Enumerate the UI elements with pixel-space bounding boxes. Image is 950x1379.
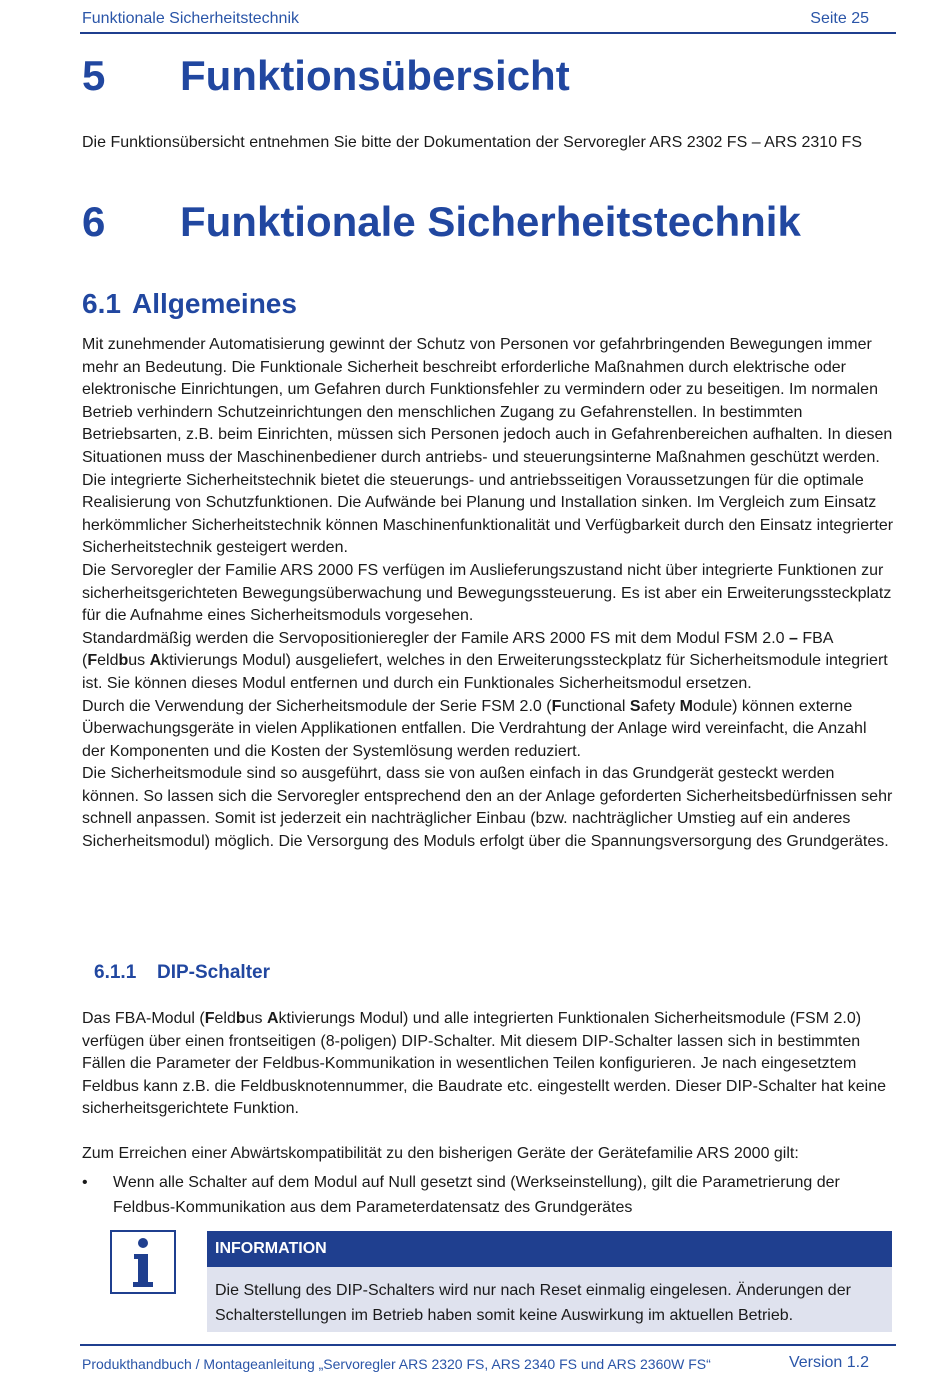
header-title: Funktionale Sicherheitstechnik <box>82 10 300 27</box>
text-run: – <box>789 629 798 647</box>
section-6-number: 6 <box>82 198 106 245</box>
text-run: ktivierungs Modul) ausgeliefert, welches in den Erweiterungssteckplatz für Sicherheitsmodule integriert ist. Sie können dieses Modul entfernen und durch ein Funktionales Sicherheitsmodul ersetzen. <box>82 652 888 692</box>
info-box-text: Die Stellung des DIP-Schalters wird nur nach Reset einmalig eingelesen. Änderungen der Schalterstellungen im Betrieb haben somit keine Auswirkung im aktuellen Betrieb. <box>207 1267 892 1332</box>
text-run: F <box>204 1010 215 1027</box>
text-run: afety <box>640 697 680 715</box>
text-run: S <box>629 697 641 715</box>
text-run: ktivierungs Modul) und alle integrierten Funktionalen Sicherheitsmodule (FSM 2.0) verfügen über einen frontseitigen (8-poligen) DIP-Schalter. Mit diesem DIP-Schalter lassen sich in bestimmten Fällen die Parameter der Feldbus-Kommunikation in wesentlichen Teilen konfigurieren. Je nach eingesetztem Feldbus kann z.B. die Feldbusknotennummer, die Baudrate etc. eingestellt werden. Dieser DIP-Schalter hat keine sicherheitsgerichtete Funktion. <box>82 1010 886 1118</box>
text-run: A <box>266 1010 279 1027</box>
paragraph: Mit zunehmender Automatisierung gewinnt der Schutz von Personen vor gefahrbringenden Bewegungen immer mehr an Bedeutung. Die Funktionale Sicherheit beschreibt erforderliche Maßnahmen durch elektrische oder elektronische Einrichtungen, um Gefahren durch Funktionsfehler zu vermindern oder zu beseitigen. Im normalen Betrieb verhindern Schutzeinrichtungen den menschlichen Zugang zu Gefahrenstellen. In bestimmten Betriebsarten, z.B. beim Einrichten, müssen sich Personen jedoch auch in Gefahrenbereichen aufhalten. In diesen Situationen muss der Maschinenbediener durch antriebs- und steuerungsinterne Maßnahmen geschützt werden. <box>82 336 893 466</box>
section-5-text: Die Funktionsübersicht entnehmen Sie bitte der Dokumentation der Servoregler ARS 2302 FS – ARS 2310 FS <box>82 134 862 151</box>
section-6-1-1-paragraph-2: Zum Erreichen einer Abwärtskompatibilität zu den bisherigen Geräte der Gerätefamilie ARS 2000 gilt: <box>82 1145 799 1162</box>
text-run: us <box>128 652 150 670</box>
section-6-1-body <box>82 334 894 854</box>
section-6-heading <box>82 198 801 246</box>
page-footer <box>80 1344 896 1376</box>
footer-text: Produkthandbuch / Montageanleitung „Servoregler ARS 2320 FS, ARS 2340 FS und ARS 2360W FS“ <box>82 1356 711 1372</box>
paragraph: Die Sicherheitsmodule sind so ausgeführt, dass sie von außen einfach in das Grundgerät gesteckt werden können. So lassen sich die Servoregler entsprechend den an der Anlage geforderten Sicherheitsbedürfnissen sehr schnell anpassen. Somit ist jederzeit ein nachträglicher Einbau (bzw. nachträglicher Umstieg auf ein anderes Sicherheitsmodul) möglich. Die Versorgung des Moduls erfolgt über die Spannungsversorgung des Grundgerätes. <box>82 765 893 851</box>
bullet-text: Wenn alle Schalter auf dem Modul auf Null gesetzt sind (Werkseinstellung), gilt die Parametrierung der Feldbus-Kommunikation aus dem Parameterdatensatz des Grundgerätes <box>113 1174 840 1216</box>
text-run: Das FBA-Modul ( <box>82 1010 205 1027</box>
text-run: M <box>679 697 693 715</box>
text-run: FBA ( <box>82 629 833 670</box>
text-run: F <box>87 652 98 670</box>
section-6-1-1-heading <box>94 962 270 984</box>
section-6-1-heading <box>82 288 297 320</box>
text-run: odule) können externe Überwachungsgeräte in vielen Applikationen entfallen. Die Verdrahtung der Anlage wird vereinfacht, die Anzahl der Komponenten und die Kosten der Systemlösung werden reduziert. <box>82 697 867 760</box>
text-run: unctional <box>561 697 630 715</box>
paragraph: Die Servoregler der Familie ARS 2000 FS verfügen im Auslieferungszustand nicht über integrierte Funktionen zur sicherheitsgerichteten Bewegungsüberwachung und Bewegungssteuerung. Es ist aber ein Erweiterungssteckplatz für die Aufnahme eines Sicherheitsmoduls vorgesehen. <box>82 561 892 625</box>
bullet-symbol: • <box>82 1174 88 1191</box>
section-6-1-1-title: DIP-Schalter <box>157 962 270 983</box>
text-run: b <box>118 652 129 670</box>
text-run: F <box>551 697 562 715</box>
text-run: Durch die Verwendung der Sicherheitsmodule der Serie FSM 2.0 ( <box>82 697 552 715</box>
section-6-1-number: 6.1 <box>82 288 121 319</box>
text-run: A <box>149 652 162 670</box>
header-page-number: Seite 25 <box>810 10 869 27</box>
section-6-1-1-number: 6.1.1 <box>94 962 137 983</box>
section-6-1-1-paragraph-1 <box>82 1008 894 1121</box>
info-icon <box>110 1230 176 1294</box>
footer-version: Version 1.2 <box>788 1354 869 1371</box>
section-5-heading <box>82 52 570 100</box>
section-6-1-title: Allgemeines <box>132 288 297 319</box>
text-run: Standardmäßig werden die Servopositionieregler der Famile ARS 2000 FS mit dem Modul FSM 2.0 <box>82 629 789 647</box>
paragraph <box>82 628 894 696</box>
text-run: b <box>235 1010 246 1027</box>
paragraph <box>82 696 894 764</box>
section-5-number: 5 <box>82 52 106 99</box>
text-run: eld <box>214 1010 236 1027</box>
info-box-heading: INFORMATION <box>207 1231 892 1267</box>
paragraph: Die integrierte Sicherheitstechnik bietet die steuerungs- und antriebsseitigen Voraussetzungen für die optimale Realisierung von Schutzfunktionen. Die Aufwände bei Planung und Installation sinken. Im Vergleich zum Einsatz herkömmlicher Sicherheitstechnik können Maschinenfunktionalität und Verfügbarkeit durch den Einsatz integrierter Sicherheitstechnik gesteigert werden. <box>82 471 894 557</box>
section-5-title: Funktionsübersicht <box>180 52 570 99</box>
text-run: eld <box>97 652 119 670</box>
text-run: us <box>245 1010 267 1027</box>
page-header <box>80 8 896 34</box>
section-6-title: Funktionale Sicherheitstechnik <box>180 198 801 245</box>
info-glyph <box>112 1232 174 1292</box>
